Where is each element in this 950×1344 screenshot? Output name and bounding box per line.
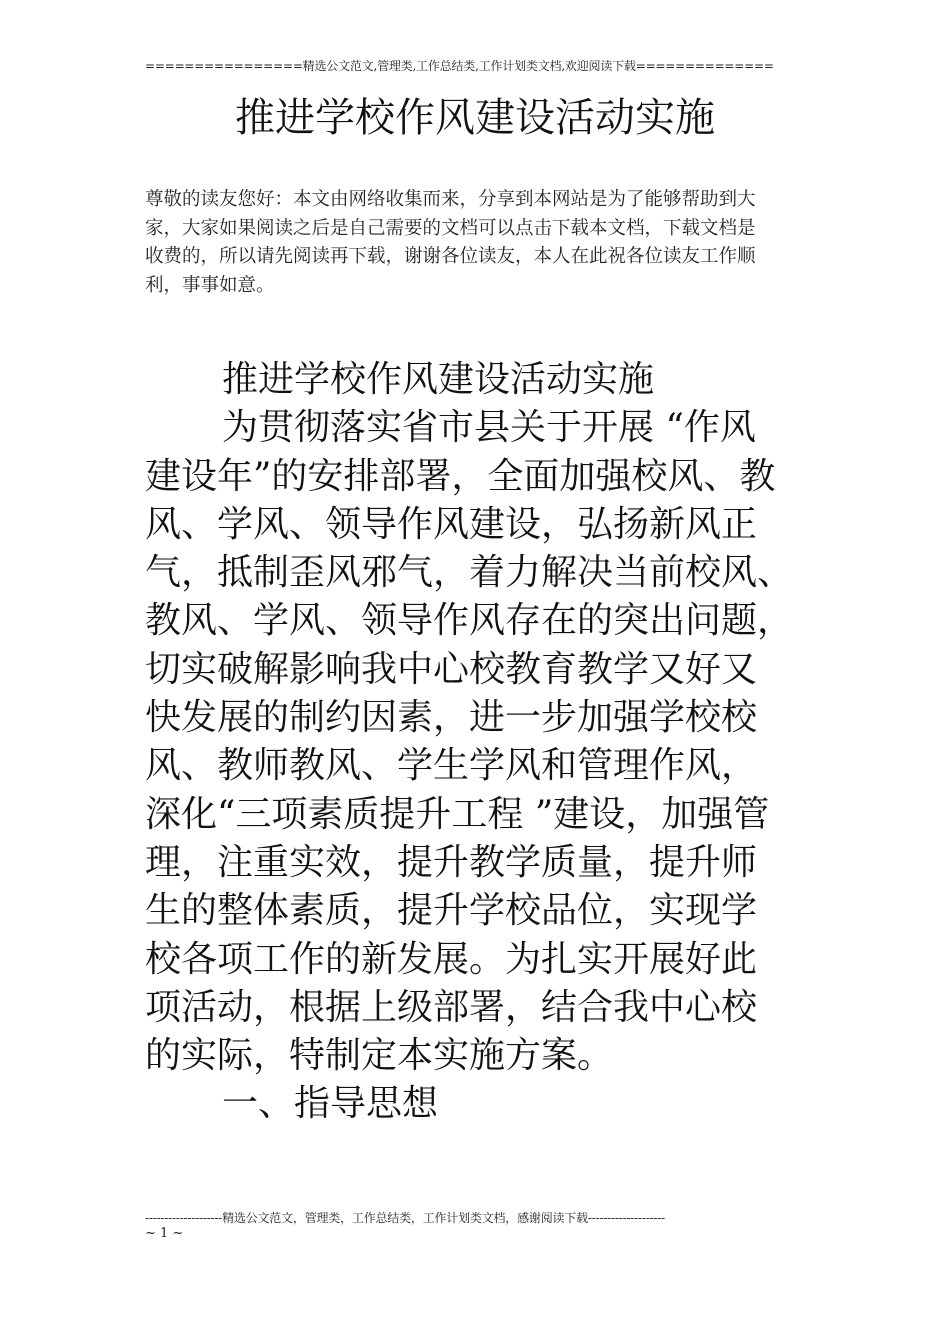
body-line: 理，注重实效，提升教学质量，提升师	[145, 841, 758, 883]
page-number: ~ 1 ~	[145, 1226, 184, 1241]
body-line: 风、学风、领导作风建设，弘扬新风正	[145, 503, 758, 545]
body-line: 切实破解影响我中心校教育教学又好又	[145, 648, 758, 690]
section-heading: 一、指导思想	[222, 1083, 439, 1125]
notice-line: 家，大家如果阅读之后是自己需要的文档可以点击下载本文档，下载文档是	[145, 217, 756, 239]
body-line: 教风、学风、领导作风存在的突出问题，	[145, 600, 794, 642]
body-line: 项活动，根据上级部署，结合我中心校	[145, 986, 758, 1028]
body-line: 快发展的制约因素，进一步加强学校校	[145, 697, 758, 739]
notice-line: 尊敬的读友您好：本文由网络收集而来，分享到本网站是为了能够帮助到大	[145, 189, 756, 210]
body-line: 为贯彻落实省市县关于开展 “作风	[222, 407, 756, 449]
document-body	[145, 356, 825, 1129]
body-line: 深化“三项素质提升工程 ”建设，加强管	[145, 793, 770, 835]
body-line: 校各项工作的新发展。为扎实开展好此	[145, 938, 758, 980]
body-line: 的实际，特制定本实施方案。	[145, 1035, 614, 1077]
body-line: 生的整体素质，提升学校品位，实现学	[145, 890, 758, 932]
header-banner: ================精选公文范文,管理类,工作总结类,工作计划类文档,欢迎阅读下载==============	[145, 59, 774, 73]
body-line: 建设年”的安排部署，全面加强校风、教	[145, 455, 776, 497]
document-title: 推进学校作风建设活动实施	[235, 95, 715, 141]
notice-line: 收费的，所以请先阅读再下载，谢谢各位读友，本人在此祝各位读友工作顺	[145, 246, 756, 267]
body-heading: 推进学校作风建设活动实施	[222, 359, 655, 400]
footer-banner: --------------------精选公文范文，管理类，工作总结类，工作计划类文档，感谢阅读下载--------------------	[145, 1211, 665, 1225]
notice-line: 利，事事如意。	[145, 274, 275, 296]
reader-notice	[145, 186, 810, 300]
body-line: 风、教师教风、学生学风和管理作风，	[145, 745, 758, 787]
body-line: 气，抵制歪风邪气，着力解决当前校风、	[145, 552, 794, 594]
